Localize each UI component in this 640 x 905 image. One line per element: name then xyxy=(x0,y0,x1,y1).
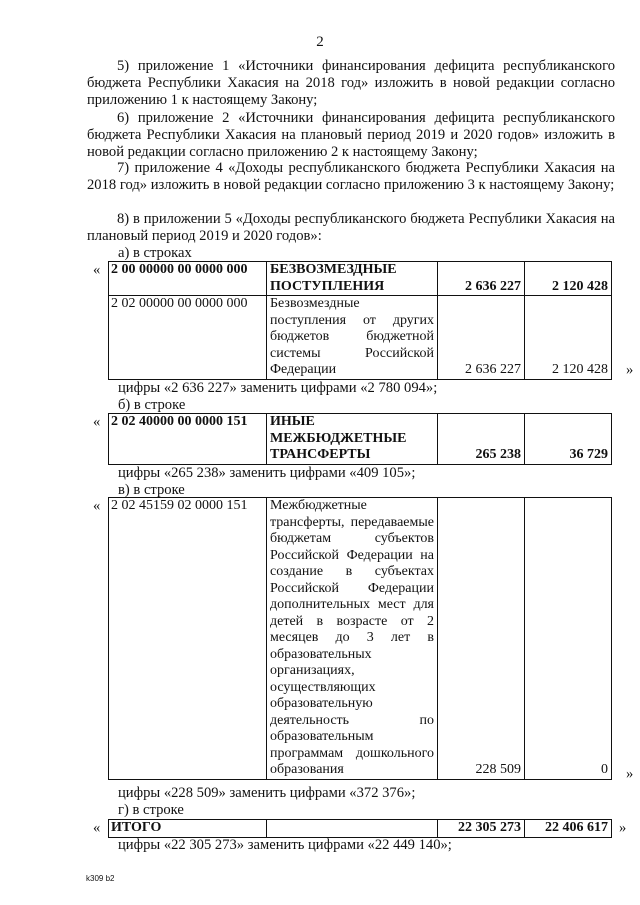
section-b-replace: цифры «265 238» заменить цифрами «409 105»; xyxy=(118,465,416,481)
row-code: 2 02 40000 00 0000 151 xyxy=(109,414,267,465)
paragraph-6: 6) приложение 2 «Источники финансирования дефицита республиканского бюджета Республики Хакасия на плановый период 2019 и 2020 годов» изложить в новой редакции согласно приложению 2 к настоящему Закону; xyxy=(87,110,615,160)
table-total xyxy=(108,819,612,838)
table-row xyxy=(109,414,612,465)
row-code: 2 02 45159 02 0000 151 xyxy=(109,498,267,780)
table-a xyxy=(108,261,612,380)
page-number: 2 xyxy=(316,34,324,50)
row-value-2019: 22 305 273 xyxy=(438,820,525,838)
section-d-replace: цифры «22 305 273» заменить цифрами «22 449 140»; xyxy=(118,837,452,853)
row-value-2020: 0 xyxy=(525,498,612,780)
row-name: ИНЫЕ МЕЖБЮДЖЕТНЫЕ ТРАНСФЕРТЫ xyxy=(267,414,438,465)
paragraph-5: 5) приложение 1 «Источники финансирования дефицита республиканского бюджета Республики Хакасия на 2018 год» изложить в новой редакции согласно приложению 1 к настоящему Закону; xyxy=(87,58,615,108)
table-row xyxy=(109,262,612,296)
quote-open: « xyxy=(93,262,101,278)
section-d-lead: г) в строке xyxy=(118,802,184,818)
row-value-2020: 2 120 428 xyxy=(525,296,612,380)
row-value-2020: 36 729 xyxy=(525,414,612,465)
row-code: 2 00 00000 00 0000 000 xyxy=(109,262,267,296)
section-a-lead: а) в строках xyxy=(118,245,192,261)
row-value-2020: 2 120 428 xyxy=(525,262,612,296)
row-name: Безвозмездные поступления от других бюджетов бюджетной системы Российской Федерации xyxy=(267,296,438,380)
section-b-lead: б) в строке xyxy=(118,397,186,413)
table-row xyxy=(109,296,612,380)
table-b xyxy=(108,413,612,465)
quote-close: » xyxy=(626,362,634,378)
table-row xyxy=(109,498,612,780)
row-value-2019: 265 238 xyxy=(438,414,525,465)
paragraph-8: 8) в приложении 5 «Доходы республиканского бюджета Республики Хакасия на плановый период 2019 и 2020 годов»: xyxy=(87,211,615,244)
table-c xyxy=(108,497,612,780)
section-a-replace: цифры «2 636 227» заменить цифрами «2 780 094»; xyxy=(118,380,438,396)
row-code: 2 02 00000 00 0000 000 xyxy=(109,296,267,380)
row-name xyxy=(267,820,438,838)
quote-close: » xyxy=(626,766,634,782)
row-value-2020: 22 406 617 xyxy=(525,820,612,838)
quote-open: « xyxy=(93,498,101,514)
quote-close: » xyxy=(619,820,627,836)
row-value-2019: 228 509 xyxy=(438,498,525,780)
quote-open: « xyxy=(93,414,101,430)
quote-open: « xyxy=(93,820,101,836)
paragraph-7: 7) приложение 4 «Доходы республиканского бюджета Республики Хакасия на 2018 год» изложить в новой редакции согласно приложению 3 к настоящему Закону; xyxy=(87,160,615,193)
section-c-replace: цифры «228 509» заменить цифрами «372 376»; xyxy=(118,785,416,801)
table-row xyxy=(109,820,612,838)
row-code: ИТОГО xyxy=(109,820,267,838)
row-name: БЕЗВОЗМЕЗДНЫЕ ПОСТУПЛЕНИЯ xyxy=(267,262,438,296)
row-value-2019: 2 636 227 xyxy=(438,296,525,380)
footer-code: k309 b2 xyxy=(86,874,115,883)
row-name: Межбюджетные трансферты, передаваемые бюджетам субъектов Российской Федерации на создание в субъектах Российской Федерации дополнительных мест для детей в возрасте от 2 месяцев до 3 лет в образовательных организациях, осуществляющих образовательную деятельность по образовательным программам дошкольного образования xyxy=(267,498,438,780)
section-c-lead: в) в строке xyxy=(118,482,185,498)
row-value-2019: 2 636 227 xyxy=(438,262,525,296)
